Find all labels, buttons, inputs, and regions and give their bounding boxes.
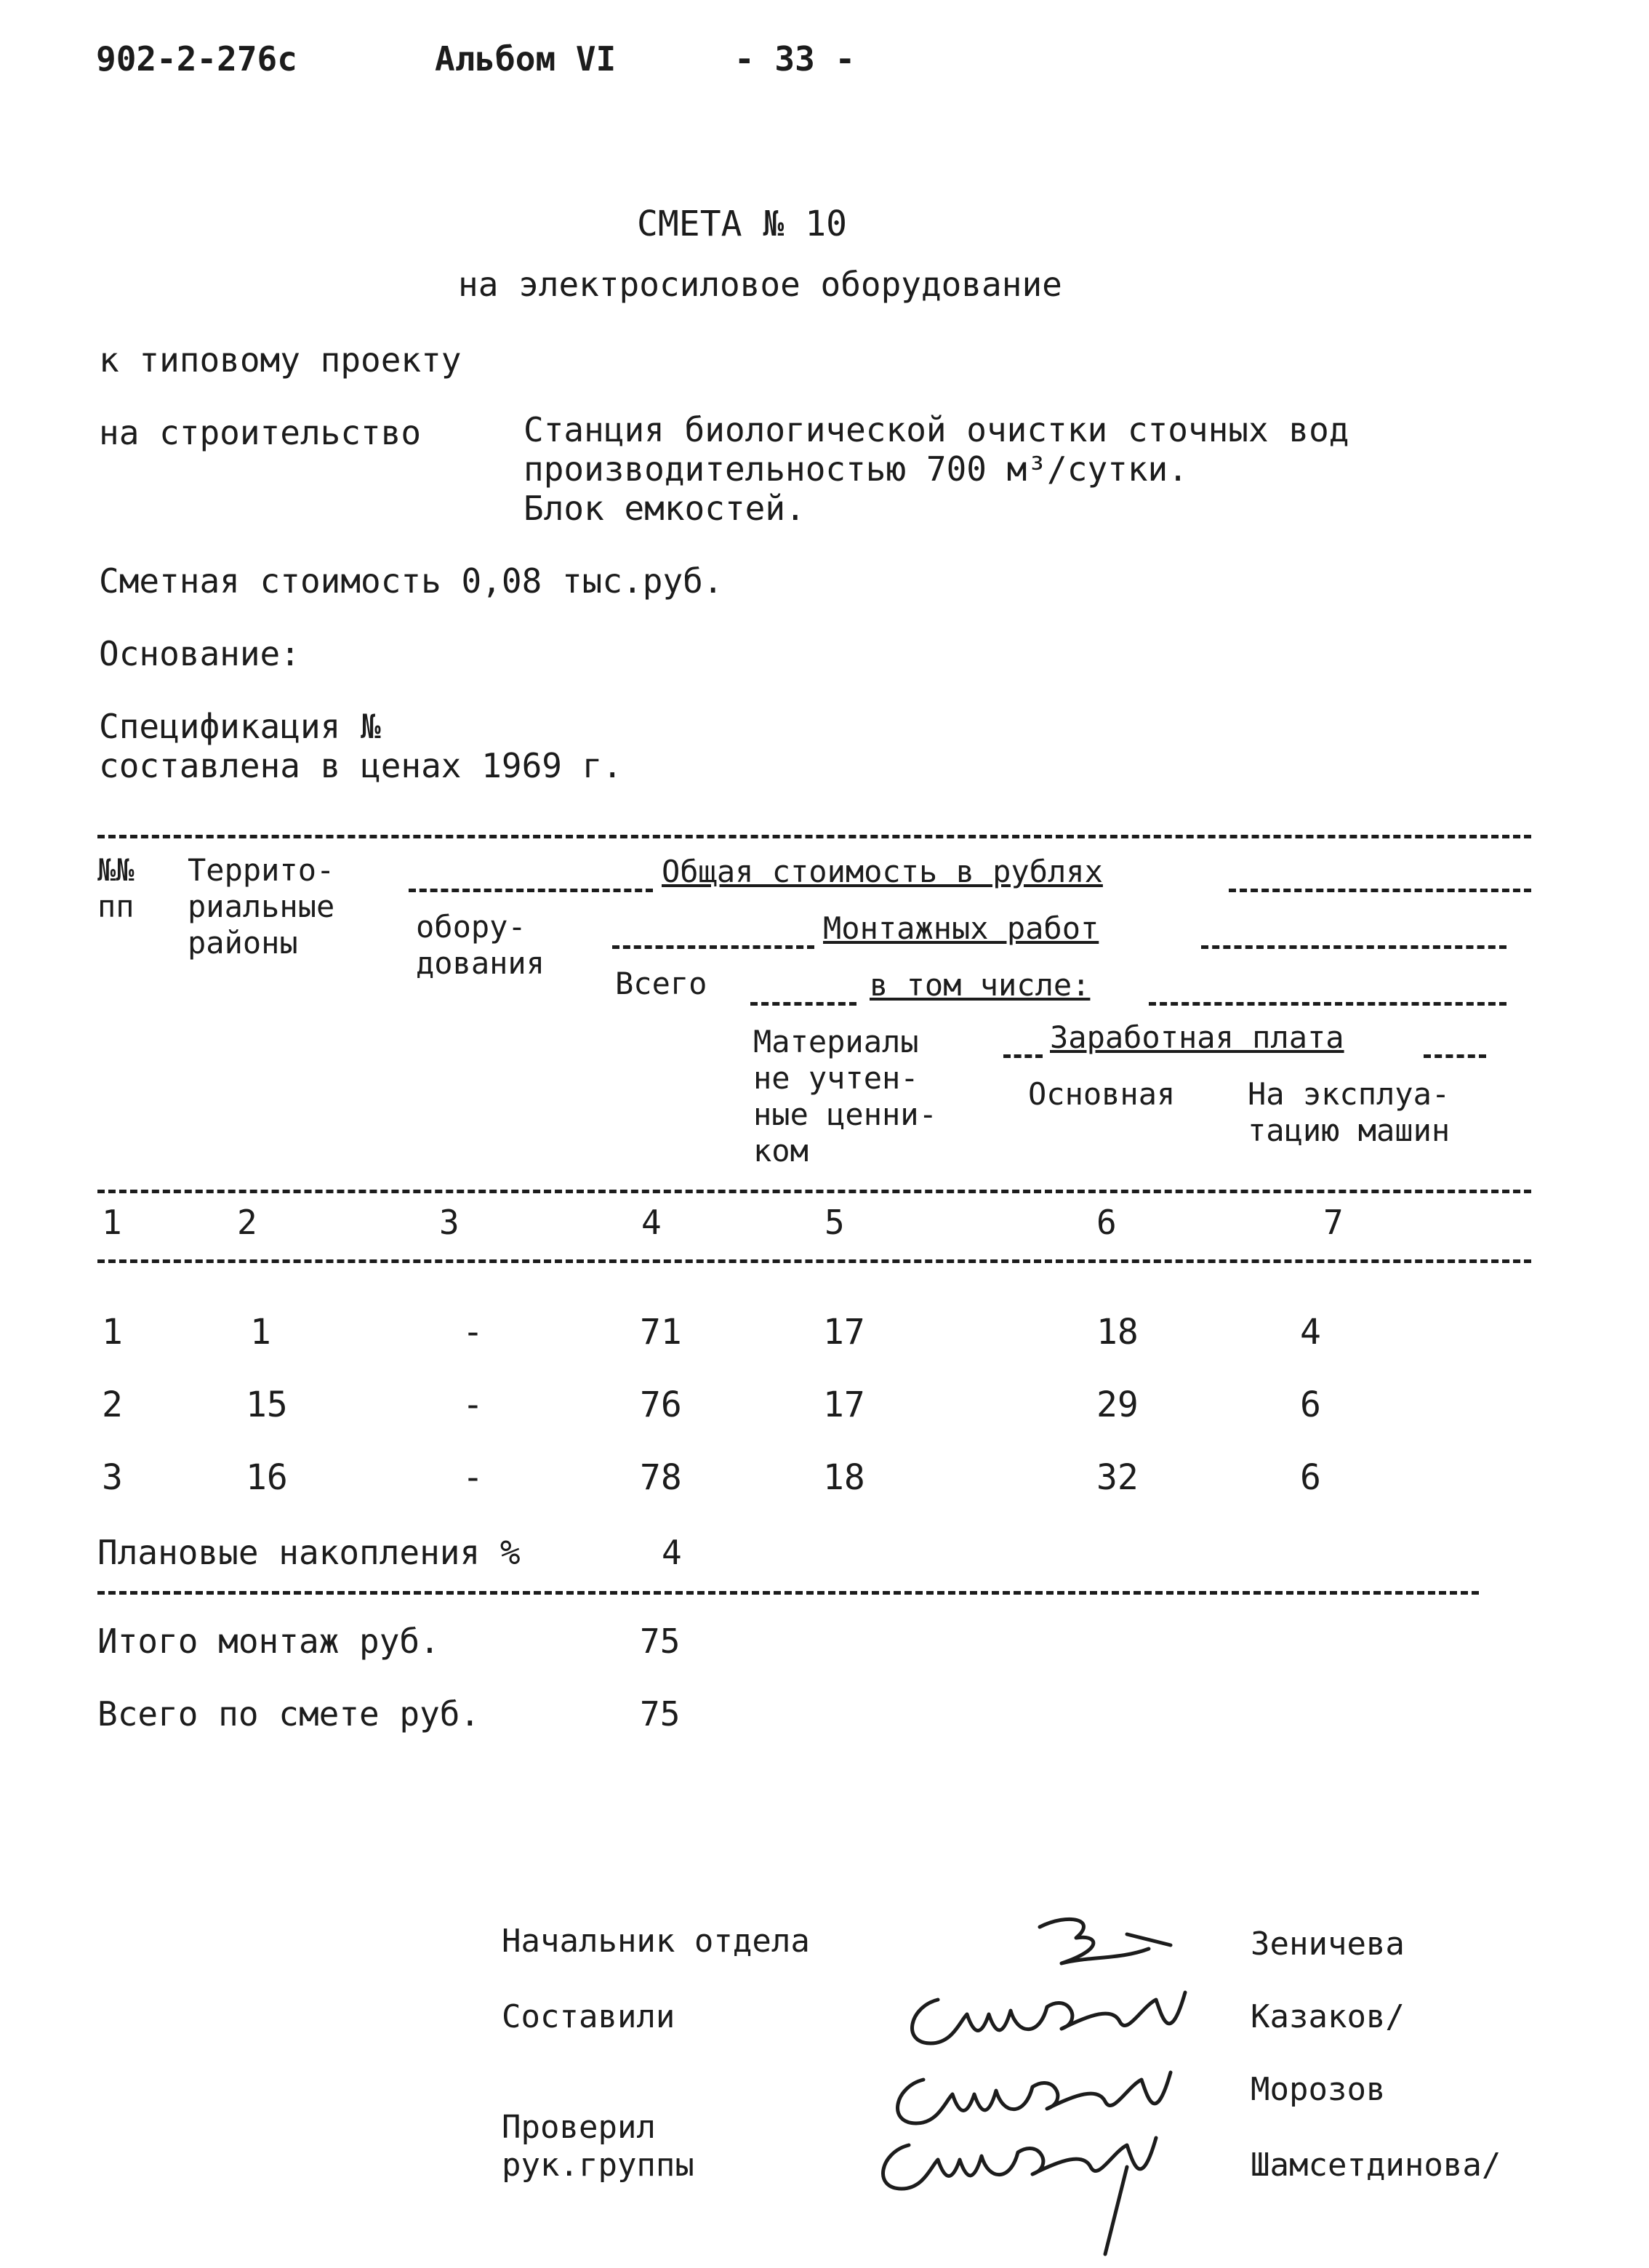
table-cell: 3 — [102, 1457, 123, 1498]
col-number-2: 2 — [237, 1203, 257, 1242]
signature-role-4b: рук.группы — [502, 2147, 694, 2184]
header-territory-3: районы — [188, 925, 298, 961]
header-equipment-2: дования — [416, 945, 545, 981]
col-number-6: 6 — [1096, 1203, 1117, 1242]
estimate-subtitle: на электросиловое оборудование — [458, 265, 1062, 304]
header-install: Монтажных работ — [823, 910, 1099, 946]
table-cell: 32 — [1096, 1457, 1139, 1498]
planned-label: Плановые накопления % — [97, 1533, 521, 1572]
table-cell: 1 — [250, 1312, 271, 1353]
header-territory-2: риальные — [188, 889, 335, 924]
project-label: к типовому проекту — [99, 340, 462, 380]
table-cell: - — [462, 1457, 484, 1498]
cost-line: Сметная стоимость 0,08 тыс.руб. — [99, 561, 723, 601]
estimate-title: СМЕТА № 10 — [637, 204, 847, 244]
page-number: - 33 - — [734, 39, 856, 79]
header-num-1: №№ — [97, 852, 135, 888]
table-cell: 6 — [1300, 1457, 1321, 1498]
handwritten-signature-2 — [894, 1978, 1200, 2058]
planned-value: 4 — [662, 1533, 682, 1572]
signature-name-3: Морозов — [1251, 2071, 1386, 2108]
table-cell: 18 — [1096, 1312, 1139, 1353]
handwritten-signature-1 — [1018, 1905, 1192, 1978]
table-cell: 29 — [1096, 1385, 1139, 1425]
header-all: Всего — [615, 966, 707, 1001]
col-number-4: 4 — [641, 1203, 662, 1242]
header-machines-2: тацию машин — [1248, 1113, 1451, 1148]
col-number-1: 1 — [102, 1203, 122, 1242]
spec-line-2: составлена в ценах 1969 г. — [99, 746, 623, 785]
table-cell: 17 — [823, 1312, 865, 1353]
header-total-cost: Общая стоимость в рублях — [662, 854, 1103, 889]
album-label: Альбом VI — [435, 39, 617, 79]
table-cell: - — [462, 1385, 484, 1425]
signature-name-2: Казаков/ — [1251, 1998, 1405, 2035]
header-equipment-1: обору- — [416, 909, 526, 945]
table-cell: 18 — [823, 1457, 865, 1498]
total-cost-rule-right — [1229, 889, 1531, 892]
table-cell: 16 — [246, 1457, 288, 1498]
col-number-7: 7 — [1323, 1203, 1344, 1242]
signature-name-4: Шамсетдинова/ — [1251, 2147, 1501, 2184]
header-num-2: пп — [97, 889, 135, 924]
basis-label: Основание: — [99, 634, 300, 673]
table-cell: 1 — [102, 1312, 123, 1353]
table-cell: 78 — [640, 1457, 682, 1498]
totals-rule — [97, 1591, 1479, 1595]
table-top-rule — [97, 835, 1531, 838]
header-materials-2: не учтен- — [753, 1060, 919, 1096]
header-basic: Основная — [1028, 1076, 1176, 1112]
estimate-total-label: Всего по смете руб. — [97, 1694, 481, 1734]
col-numbers-rule-top — [97, 1190, 1531, 1193]
table-cell: 71 — [640, 1312, 682, 1353]
col-number-3: 3 — [439, 1203, 460, 1242]
header-materials-4: ком — [753, 1133, 809, 1169]
table-cell: - — [462, 1312, 484, 1353]
table-cell: 6 — [1300, 1385, 1321, 1425]
signature-role-4a: Проверил — [502, 2109, 656, 2146]
handwritten-signature-4 — [865, 2123, 1185, 2261]
construction-label: на строительство — [99, 413, 422, 452]
table-cell: 2 — [102, 1385, 123, 1425]
col-numbers-rule-bottom — [97, 1259, 1531, 1263]
header-machines-1: На эксплуа- — [1248, 1076, 1451, 1112]
install-rule-left — [612, 945, 814, 949]
construction-line-3: Блок емкостей. — [523, 489, 806, 528]
install-rule-right — [1201, 945, 1506, 949]
construction-line-1: Станция биологической очистки сточных вод — [523, 410, 1349, 449]
signature-role-2: Составили — [502, 1998, 675, 2035]
including-rule-left — [750, 1002, 856, 1006]
header-including: в том числе: — [870, 967, 1091, 1003]
install-total-label: Итого монтаж руб. — [97, 1622, 440, 1661]
project-code: 902-2-276с — [96, 39, 297, 79]
salary-rule-right — [1424, 1054, 1486, 1058]
construction-line-2: производительностью 700 м³/сутки. — [523, 449, 1188, 489]
table-cell: 15 — [246, 1385, 288, 1425]
including-rule-right — [1149, 1002, 1506, 1006]
header-territory-1: Террито- — [188, 852, 335, 888]
table-cell: 76 — [640, 1385, 682, 1425]
signature-role-1: Начальник отдела — [502, 1923, 810, 1960]
header-materials-3: ные ценни- — [753, 1097, 937, 1132]
col-number-5: 5 — [824, 1203, 845, 1242]
install-total-value: 75 — [640, 1622, 681, 1661]
total-cost-rule-left — [409, 889, 653, 892]
table-cell: 4 — [1300, 1312, 1321, 1353]
signature-name-1: Зеничева — [1251, 1926, 1405, 1963]
estimate-total-value: 75 — [640, 1694, 681, 1734]
spec-line-1: Спецификация № — [99, 707, 381, 746]
header-salary: Заработная плата — [1050, 1019, 1344, 1055]
table-cell: 17 — [823, 1385, 865, 1425]
header-materials-1: Материалы — [753, 1024, 919, 1059]
salary-rule-left — [1003, 1054, 1043, 1058]
